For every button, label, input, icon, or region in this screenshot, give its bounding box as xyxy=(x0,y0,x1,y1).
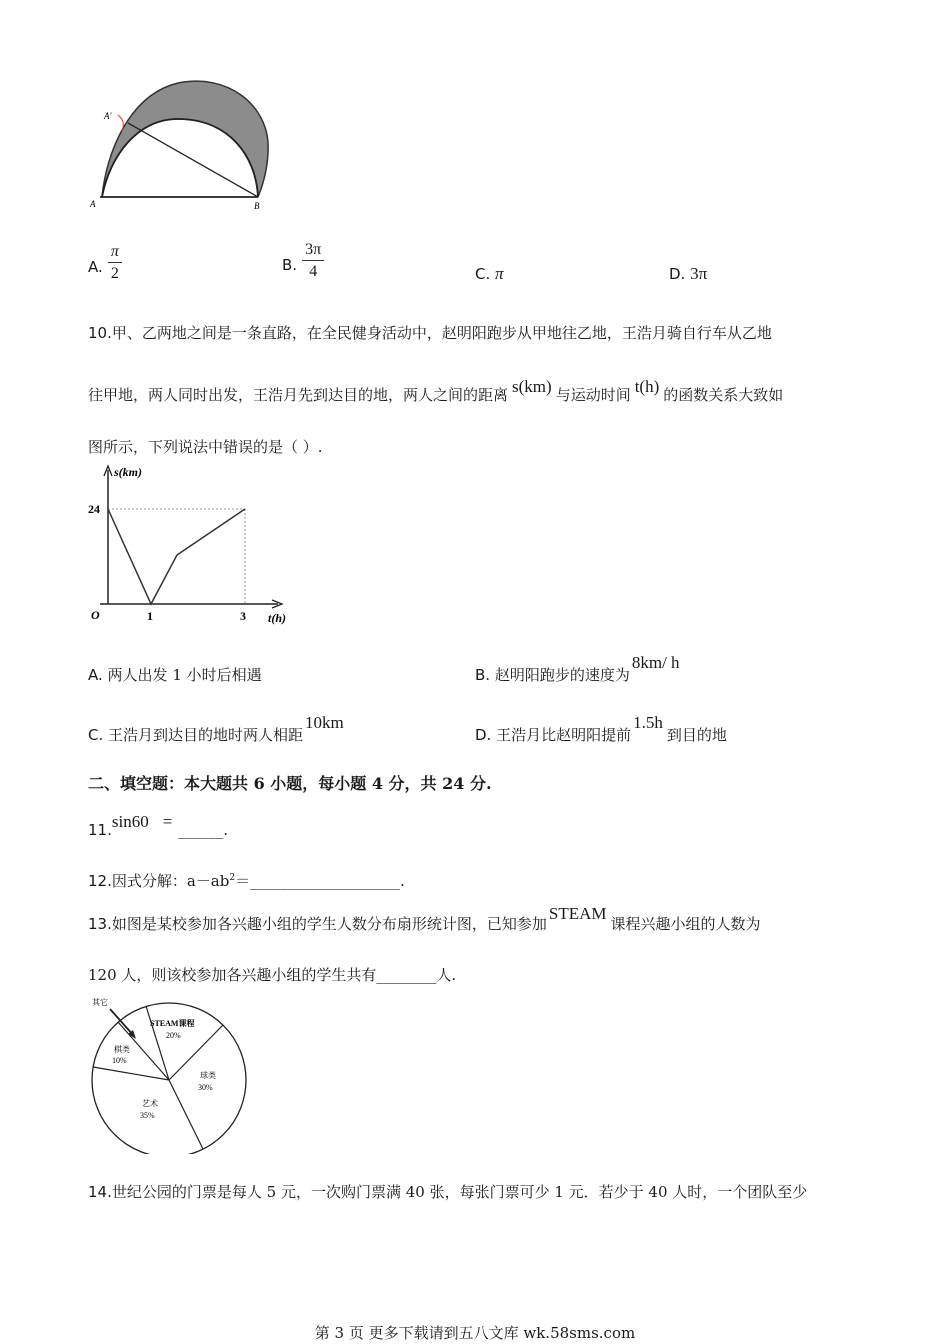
q10-option-d-text: 王浩月比赵明阳提前 xyxy=(496,726,632,744)
q10-graph-line xyxy=(108,509,245,604)
q11-number: 11. xyxy=(88,821,112,839)
q13-line1-math: STEAM xyxy=(548,904,607,923)
q9-option-a-letter: A. xyxy=(88,258,103,276)
q9-option-b[interactable] xyxy=(282,240,324,283)
q10-option-d-text2: 到目的地 xyxy=(666,726,727,744)
q13-label-chess-pct: 10% xyxy=(112,1056,127,1065)
q13-label-chess: 棋类 xyxy=(114,1045,130,1054)
q10-option-d-math: 1.5h xyxy=(633,713,663,732)
q10-x-tick-3: 3 xyxy=(240,609,246,623)
q10-graph xyxy=(88,462,308,630)
q10-option-a-letter: A. xyxy=(88,666,103,684)
q12 xyxy=(88,868,405,891)
q10-option-c-math: 10km xyxy=(305,713,344,732)
q9-option-d[interactable] xyxy=(669,264,707,284)
q10-option-b-math: 8km/ h xyxy=(631,653,680,672)
q11-equals: = xyxy=(162,812,173,831)
q12-text: 因式分解：a－ab xyxy=(111,872,230,890)
q9-option-c-letter: C. xyxy=(475,265,491,283)
q13-label-art-pct: 35% xyxy=(140,1111,155,1120)
q13-label-ball-pct: 30% xyxy=(198,1083,213,1092)
q9-option-b-letter: B. xyxy=(282,256,298,274)
q11 xyxy=(88,812,229,840)
q10-line1-text: 甲、乙两地之间是一条直路，在全民健身活动中，赵明阳跑步从甲地往乙地，王浩月骑自行车从乙地 xyxy=(111,324,772,342)
q14-number: 14. xyxy=(88,1183,112,1201)
q11-math: sin60 xyxy=(111,812,149,831)
q10-y-label: s(km) xyxy=(114,465,142,479)
q9-label-a-prime: A' xyxy=(104,111,112,121)
q9-option-a-numerator: π xyxy=(108,242,122,263)
q10-line2-a: 往甲地，两人同时出发，王浩月先到达目的地，两人之间的距离 xyxy=(88,386,509,404)
q9-label-b: B xyxy=(254,201,260,211)
q9-figure xyxy=(88,75,278,215)
q10-number: 10. xyxy=(88,324,112,342)
q14-text: 世纪公园的门票是每人 5 元，一次购门票满 40 张，每张门票可少 1 元．若少于 40 人时，一个团队至少 xyxy=(111,1183,808,1201)
q14 xyxy=(88,1182,807,1202)
q9-angle-mark xyxy=(118,115,123,131)
q9-label-a: A xyxy=(90,199,96,209)
q13-line2: 120 人，则该校参加各兴趣小组的学生共有________人. xyxy=(88,966,457,984)
q10-option-b-letter: B. xyxy=(475,666,491,684)
q9-option-a-denominator: 2 xyxy=(110,265,119,282)
q10-option-c[interactable] xyxy=(88,713,344,745)
q9-option-b-numerator: 3π xyxy=(302,240,324,261)
q13-pie-chart xyxy=(80,994,260,1154)
q10-y-tick-24: 24 xyxy=(88,502,100,516)
q10-option-d[interactable] xyxy=(475,713,727,745)
q9-option-d-value: 3π xyxy=(690,264,708,283)
q10-option-c-letter: C. xyxy=(88,726,104,744)
page-footer: 第 3 页 更多下载请到五八文库 wk.58sms.com xyxy=(314,1324,636,1342)
q10-option-c-text: 王浩月到达目的地时两人相距 xyxy=(108,726,304,744)
q11-blank: ______. xyxy=(178,821,229,839)
q9-option-a-fraction xyxy=(108,242,122,285)
q13-label-steam: STEAM课程 xyxy=(150,1019,195,1028)
q13-label-steam-pct: 20% xyxy=(166,1031,181,1040)
q13-label-art: 艺术 xyxy=(142,1099,158,1108)
q10-option-d-letter: D. xyxy=(475,726,492,744)
q10-option-b-text: 赵明阳跑步的速度为 xyxy=(494,666,630,684)
q10-line2-t: t(h) xyxy=(634,377,660,396)
q12-rest: ＝____________________. xyxy=(235,872,405,890)
q9-option-a[interactable] xyxy=(88,242,122,285)
q10-origin-label: O xyxy=(91,608,100,622)
q10-x-label: t(h) xyxy=(268,611,286,625)
q10-line2-b: 与运动时间 xyxy=(555,386,631,404)
q9-option-b-denominator: 4 xyxy=(309,263,318,280)
q9-option-c[interactable] xyxy=(475,264,504,284)
q9-option-b-fraction xyxy=(302,240,324,283)
section2-title: 二、填空题：本大题共 6 小题，每小题 4 分，共 24 分. xyxy=(88,774,492,793)
q9-option-d-letter: D. xyxy=(669,265,686,283)
q10-line3: 图所示，下列说法中错误的是（ ）. xyxy=(88,438,323,456)
q10-line2 xyxy=(88,377,784,405)
q9-shaded-region xyxy=(102,81,268,197)
q13-label-ball: 球类 xyxy=(200,1071,216,1080)
q10-option-a[interactable] xyxy=(88,665,262,685)
q10-line2-s: s(km) xyxy=(512,377,552,396)
q13-line1 xyxy=(88,904,761,934)
q10-option-b[interactable] xyxy=(475,653,680,685)
q10-x-tick-1: 1 xyxy=(147,609,153,623)
q13-line1-b: 课程兴趣小组的人数为 xyxy=(610,915,761,933)
q12-number: 12. xyxy=(88,872,112,890)
q12-sup: 2 xyxy=(229,873,236,883)
q13-label-other: 其它 xyxy=(92,998,108,1007)
q13-number: 13. xyxy=(88,915,112,933)
q10-line2-c: 的函数关系大致如 xyxy=(663,386,784,404)
q10-option-a-text: 两人出发 1 小时后相遇 xyxy=(107,666,262,684)
q9-option-c-value: π xyxy=(495,264,504,283)
q13-line1-a: 如图是某校参加各兴趣小组的学生人数分布扇形统计图，已知参加 xyxy=(111,915,547,933)
q10-line1 xyxy=(88,323,772,343)
